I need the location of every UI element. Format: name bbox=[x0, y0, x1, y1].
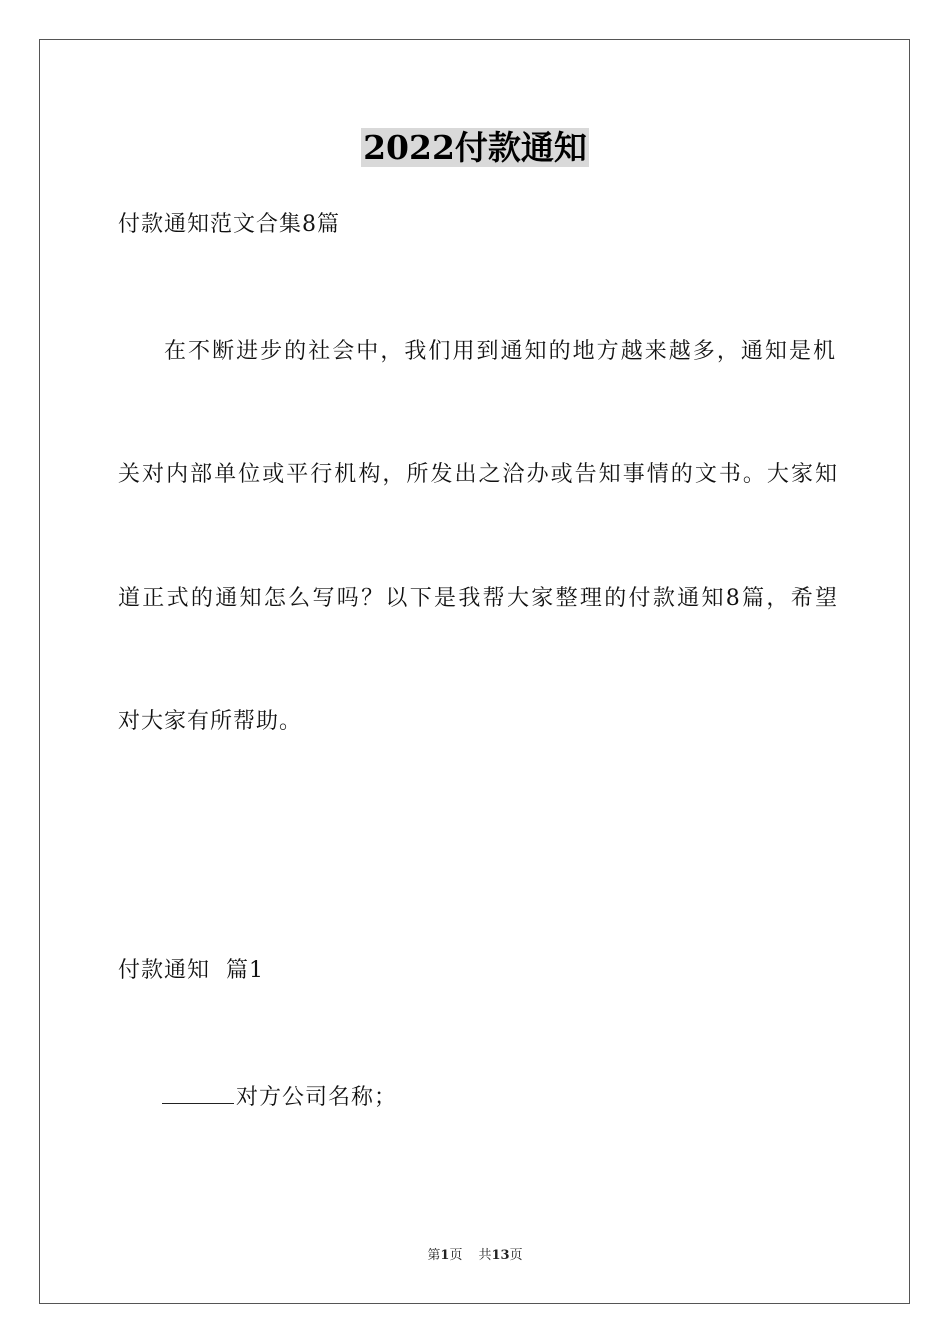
footer-page-prefix: 第 bbox=[427, 1248, 441, 1263]
paragraph-line-4: 对大家有所帮助。 bbox=[118, 709, 303, 734]
paragraph-line-3: 道正式的通知怎么写吗？以下是我帮大家整理的付款通知8篇，希望 bbox=[118, 586, 838, 611]
document-title-text: 2022付款通知 bbox=[363, 128, 587, 167]
document-subtitle: 付款通知范文合集8篇 bbox=[118, 212, 340, 237]
footer-total-suffix: 页 bbox=[509, 1248, 523, 1263]
paragraph-line-2: 关对内部单位或平行机构，所发出之洽办或告知事情的文书。大家知 bbox=[118, 462, 838, 487]
fill-in-blank bbox=[162, 1081, 234, 1104]
footer-total-pages: 13 bbox=[491, 1248, 510, 1263]
footer-total-prefix: 共 bbox=[478, 1248, 492, 1263]
recipient-line bbox=[162, 1081, 397, 1113]
document-title bbox=[0, 124, 950, 172]
recipient-label: 对方公司名称； bbox=[236, 1085, 398, 1110]
paragraph-line-1: 在不断进步的社会中，我们用到通知的地方越来越多，通知是机 bbox=[164, 339, 836, 364]
footer-page-current: 1 bbox=[440, 1248, 450, 1263]
page-footer bbox=[0, 1247, 950, 1265]
section-heading: 付款通知 篇1 bbox=[118, 958, 264, 983]
footer-page-suffix: 页 bbox=[449, 1248, 463, 1263]
